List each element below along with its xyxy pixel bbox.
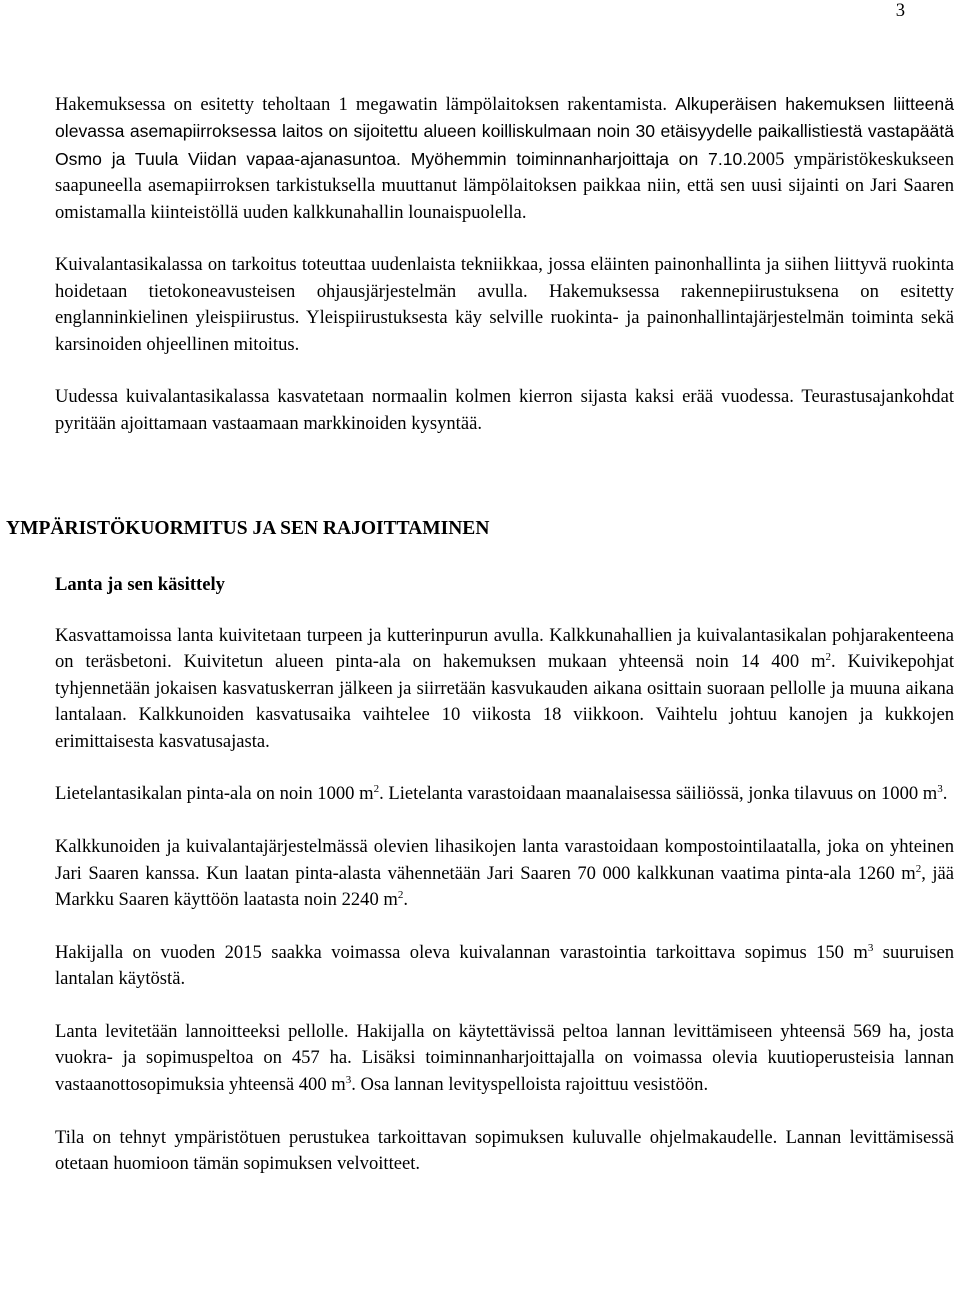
superscript: 2 bbox=[397, 889, 404, 902]
paragraph-levitys bbox=[55, 1019, 954, 1098]
subsection-heading: Lanta ja sen käsittely bbox=[55, 574, 225, 595]
section-heading: YMPÄRISTÖKUORMITUS JA SEN RAJOITTAMINEN bbox=[6, 518, 490, 539]
paragraph-kuivalantasikala: Kuivalantasikalassa on tarkoitus toteuttaa uudenlaista tekniikkaa, jossa eläinten painonhallinta ja siihen liittyvä ruokinta hoidetaan tietokoneavusteisen ohjausjärjestelmän avulla. Hakemuksessa rakennepiirustuksena on esitetty englanninkielinen yleispiirustus. Yleispiirustuksesta käy selville ruokinta- ja painonhallintajärjestelmän toiminta sekä karsinoiden ohjeellinen mitoitus. bbox=[55, 254, 954, 355]
superscript: 3 bbox=[937, 783, 943, 796]
paragraph-text: . bbox=[942, 783, 948, 805]
paragraph-text: . Kuivikepohjat tyhjennetään jokaisen kasvatuskerran jälkeen ja siirretään kasvukauden aikana osittain suoraan pellolle ja muuna aikana lantalaan. Kalkkunoiden kasvatusaika vaihtelee 10 viikosta 18 viikkoon. Vaihtelu johtuu kanojen ja kukkojen erimittaisesta kasvatusajasta. bbox=[55, 651, 954, 752]
paragraph-text: suuruisen lantalan käytöstä. bbox=[55, 941, 955, 990]
paragraph-text: Hakijalla on vuoden 2015 saakka voimassa oleva kuivalannan varastointia tarkoittava sopimus 150 m bbox=[55, 941, 868, 963]
superscript: 2 bbox=[825, 651, 832, 664]
paragraph-text: Alkuperäisen hakemuksen liitteenä olevassa asemapiirroksessa laitos on sijoitettu alueen koilliskulmaan noin 30 etäisyydelle paikallistiestä vastapäätä Osmo ja Tuula Viidan vapaa-ajanasuntoa. Myöhemmin toiminnanharjoittaja on 7.10. bbox=[55, 94, 954, 169]
paragraph-sopimus bbox=[55, 940, 954, 993]
paragraph-text: Kasvattamoissa lanta kuivitetaan turpeen ja kutterinpurun avulla. Kalkkunahallien ja kuivalantasikalan pohjarakenteena on teräsbetoni. Kuivitetun alueen pinta-ala on hakemuksen mukaan yhteensä noin 14 400 m bbox=[55, 625, 954, 673]
superscript: 3 bbox=[867, 941, 874, 954]
paragraph-text: , jää Markku Saaren käyttöön laatasta noin 2240 m bbox=[55, 862, 954, 911]
paragraph-text: Lanta levitetään lannoitteeksi pellolle. Hakijalla on käytettävissä peltoa lannan levittämiseen yhteensä 569 ha, josta vuokra- ja sopimuspeltoa on 457 ha. Lisäksi toiminnanharjoittajalla on voimassa olevia kuutioperusteisia lannan vastaanottosopimuksia yhteensä 400 m bbox=[55, 1021, 954, 1095]
paragraph-lietelanta bbox=[55, 781, 954, 807]
intro-section bbox=[55, 91, 954, 437]
page-number: 3 bbox=[895, 0, 905, 21]
paragraph-kompostointi bbox=[55, 834, 954, 913]
paragraph-kasvatus: Uudessa kuivalantasikalassa kasvatetaan normaalin kolmen kierron sijasta kaksi erää vuodessa. Teurastusajankohdat pyritään ajoittamaan vastaamaan markkinoiden kysyntää. bbox=[55, 386, 954, 434]
superscript: 2 bbox=[373, 783, 380, 796]
paragraph-text: Lietelantasikalan pinta-ala on noin 1000 m bbox=[55, 783, 374, 805]
paragraph-text: . bbox=[403, 889, 409, 911]
paragraph-kuivitus bbox=[55, 623, 954, 755]
paragraph-text: Hakemuksessa on esitetty teholtaan 1 megawatin lämpölaitoksen rakentamista. bbox=[55, 94, 676, 115]
paragraph-lampolaitos bbox=[55, 91, 954, 226]
paragraph-text: . Osa lannan levityspelloista rajoittuu vesistöön. bbox=[351, 1073, 709, 1095]
paragraph-text: . Lietelanta varastoidaan maanalaisessa säiliössä, jonka tilavuus on 1000 m bbox=[379, 783, 938, 805]
superscript: 2 bbox=[915, 862, 922, 875]
superscript: 3 bbox=[345, 1073, 352, 1086]
paragraph-ymparistotuki: Tila on tehnyt ympäristötuen perustukea tarkoittavan sopimuksen kuluvalle ohjelmakaudelle. Lannan levittämisessä otetaan huomioon tämän sopimuksen velvoitteet. bbox=[55, 1126, 954, 1175]
paragraph-text: Kalkkunoiden ja kuivalantajärjestelmässä olevien lihasikojen lanta varastoidaan kompostointilaatalla, joka on yhteinen Jari Saaren kanssa. Kun laatan pinta-alasta vähennetään Jari Saaren 70 000 kalkkunan vaatima pinta-ala 1260 m bbox=[55, 836, 954, 884]
lanta-section bbox=[55, 623, 954, 1177]
paragraph-text: 2005 ympäristökeskukseen saapuneella asemapiirroksen tarkistuksella muuttanut lämpölaitoksen paikkaa niin, että sen uusi sijainti on Jari Saaren omistamalla kiinteistöllä uuden kalkkunahallin lounaispuolella. bbox=[55, 148, 954, 223]
